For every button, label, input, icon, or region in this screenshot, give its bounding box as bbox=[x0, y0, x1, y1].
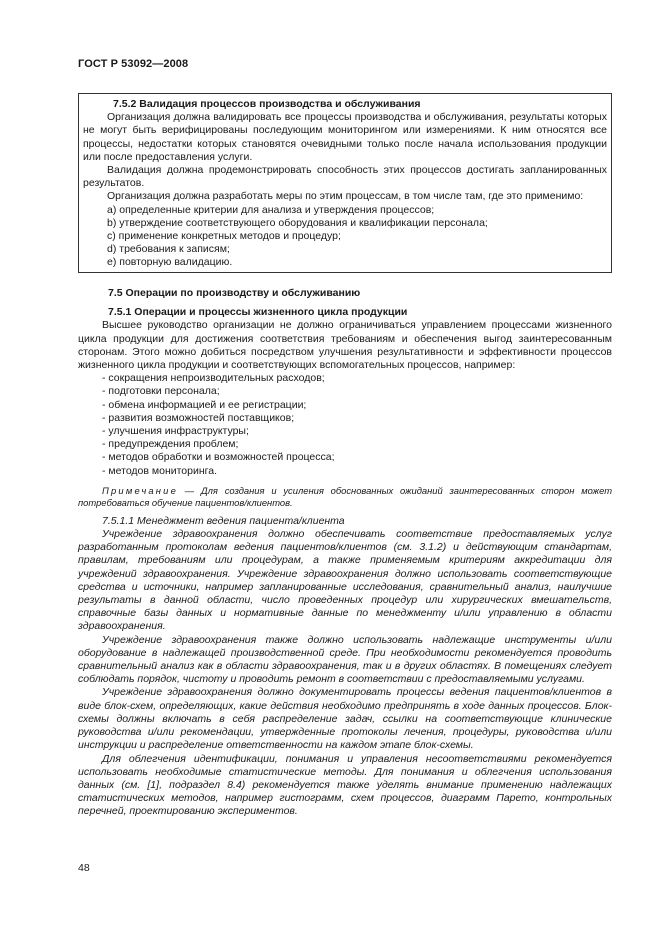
list-item: - подготовки персонала; bbox=[102, 385, 220, 398]
note-text: — Для создания и усиления обоснованных ожиданий заинтересованных сторон может потребоваться обучение пациентов/клиентов. bbox=[78, 484, 612, 508]
box-paragraph: Организация должна разработать меры по этим процессам, в том числе там, где это применимо: bbox=[107, 190, 584, 203]
list-item: - развития возможностей поставщиков; bbox=[102, 411, 295, 424]
box-list-item: d) требования к записям; bbox=[107, 243, 230, 256]
box-list-item: c) применение конкретных методов и процедур; bbox=[107, 230, 341, 243]
box-paragraph: Организация должна валидировать все процессы производства и обслуживания, результаты которых не могут быть верифицированы последующим мониторингом или измерениями. К ним относятся все процессы, недостатки которых становятся очевидными только после начала использования продукции или после предоставления услуги. bbox=[83, 111, 607, 163]
list-item: - сокращения непроизводительных расходов; bbox=[102, 372, 325, 385]
list-item: - обмена информацией и ее регистрации; bbox=[102, 398, 307, 411]
paragraph: Учреждение здравоохранения также должно использовать надлежащие инструменты и/или оборудование в надлежащей производственной среде. При необходимости рекомендуется проводить сравнительный анализ как в области здравоохранения, так и в других областях. В помещениях следует соблюдать порядок, чистоту и проводить ремонт в соответствии с предоставляемыми услугами. bbox=[78, 633, 612, 686]
paragraph: Учреждение здравоохранения должно документировать процессы ведения пациентов/клиентов в виде блок-схем, определяющих, какие действия необходимо предпринять в ходе данных процессов. Блок-схемы должны включать в себя распределение задач, ссылки на соответствующие клинические руководства и/или рекомендации, утвержденные протоколы лечения, процедуры, руководства и/или инструкции и распределение ответственности на каждом этапе блок-схемы. bbox=[78, 686, 612, 752]
box-list-item: а) определенные критерии для анализа и утверждения процессов; bbox=[107, 203, 435, 216]
paragraph: Высшее руководство организации не должно ограничиваться управлением процессами жизненного цикла продукции для достижения соответствия требованиям и обеспечения выгод заинтересованным сторонам. Этого можно добиться посредством улучшения результативности и эффективности процессов жизненного цикла продукции и соответствующих вспомогательных процессов, например: bbox=[78, 319, 612, 372]
boxed-excerpt-7-5-2 bbox=[78, 93, 612, 273]
list-item: - методов обработки и возможностей процесса; bbox=[102, 451, 335, 464]
note bbox=[78, 485, 612, 509]
section-7-5 bbox=[78, 287, 612, 819]
section-heading-7-5-1: 7.5.1 Операции и процессы жизненного цикла продукции bbox=[108, 306, 408, 319]
page-header: ГОСТ Р 53092—2008 bbox=[78, 58, 189, 70]
section-heading-7-5-2: 7.5.2 Валидация процессов производства и обслуживания bbox=[113, 98, 421, 110]
box-paragraph: Валидация должна продемонстрировать способность этих процессов достигать запланированных результатов. bbox=[83, 164, 607, 190]
list-item: - предупреждения проблем; bbox=[102, 438, 239, 451]
section-heading-7-5-1-1: 7.5.1.1 Менеджмент ведения пациента/клиента bbox=[102, 514, 345, 527]
box-list-item: e) повторную валидацию. bbox=[107, 256, 233, 269]
list-item: - методов мониторинга. bbox=[102, 464, 217, 477]
paragraph: Учреждение здравоохранения должно обеспечивать соответствие предоставляемых услуг разработанным протоколам ведения пациентов/клиентов (см. 3.1.2) и действующим стандартам, правилам, требованиям или процедурам, а также применяемым критериям аккредитации для учреждений здравоохранения. Учреждение здравоохранения должно использовать соответствующие средства и источники, например запланированные исследования, сравнительный анализ, наилучшие результаты в данной области, число проведенных процедур или хирургических вмешательств, справочные базы данных и нормативные данные по менеджменту и/или управлению в области здравоохранения. bbox=[78, 528, 612, 633]
note-label: Примечание bbox=[102, 484, 178, 496]
box-list-item: b) утверждение соответствующего оборудования и квалификации персонала; bbox=[107, 216, 488, 229]
page-number: 48 bbox=[78, 862, 90, 874]
list-item: - улучшения инфраструктуры; bbox=[102, 425, 249, 438]
paragraph: Для облегчения идентификации, понимания и управления несоответствиями рекомендуется использовать необходимые статистические методы. Для понимания и облегчения использования данных (см. [1], подраздел 8.4) рекомендуется также уделять внимание применению надлежащих статистических методов, например гистограмм, схем процессов, диаграмм Парето, контрольных перечней, проектированию экспериментов. bbox=[78, 752, 612, 818]
section-heading-7-5: 7.5 Операции по производству и обслуживанию bbox=[108, 287, 361, 299]
